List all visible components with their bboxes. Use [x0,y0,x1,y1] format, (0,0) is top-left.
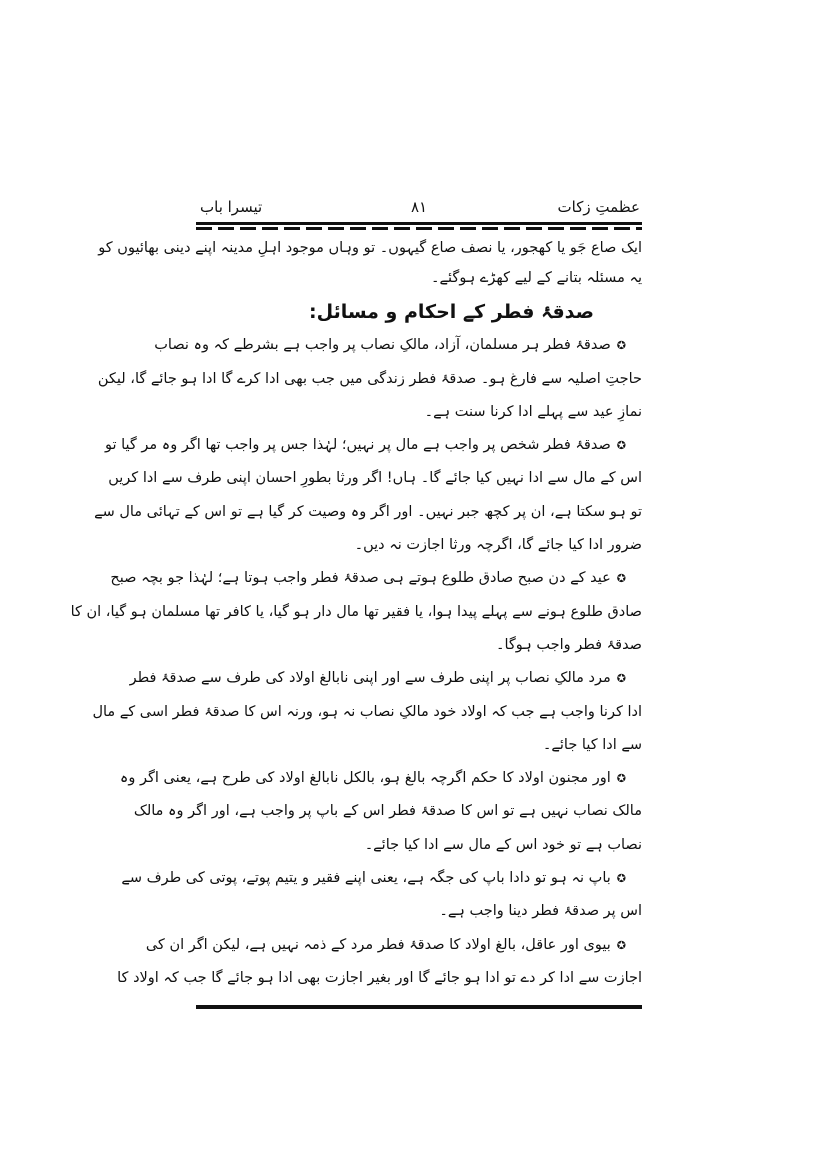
text-line [196,895,642,928]
line-text: باپ نہ ہو تو دادا باپ کی جگہ ہے، یعنی اپنے فقیر و یتیم پوتے، پوتی کی طرف سے [121,870,611,887]
line-text: بیوی اور عاقل، بالغ اولاد کا صدقۂ فطر مرد کے ذمہ نہیں ہے، لیکن اگر ان کی [145,936,611,953]
line-text: صدقۂ فطر شخص پر واجب ہے مال پر نہیں؛ لہٰذا جس پر واجب تھا اگر وہ مر گیا تو [104,437,611,454]
paragraph-first-line [121,862,642,895]
line-text: تو ہو سکتا ہے، ان پر کچھ جبر نہیں۔ اور اگر وہ وصیت کر گیا ہے تو اس کے تہائی مال سے [94,503,642,520]
book-title: عظمتِ زکات [557,198,640,216]
line-text: ادا کرنا واجب ہے جب کہ اولاد خود مالکِ نصاب نہ ہو، ورنہ اس کا صدقۂ فطر اسی کے مال [92,703,642,720]
bullet-icon: ✪ [616,572,626,586]
line-text: اور مجنون اولاد کا حکم اگرچہ بالغ ہو، بالکل نابالغ اولاد کی طرح ہے، یعنی اگر وہ [119,770,611,787]
paragraph-first-line [129,662,642,695]
line-text: مرد مالکِ نصاب پر اپنی طرف سے اور اپنی نابالغ اولاد کی طرف سے صدقۂ فطر [129,670,611,687]
header-dashed-rule [196,227,642,230]
text-line [196,396,642,429]
text-line [108,462,642,495]
line-text: اجازت سے ادا کر دے تو ادا ہو جائے گا اور بغیر اجازت بھی ادا ہو جائے گا جب کہ اولاد کا [117,969,642,986]
line-text: نمازِ عید سے پہلے ادا کرنا سنت ہے۔ [424,403,642,420]
paragraph-first-line [104,429,642,462]
header-rule [196,222,642,225]
footer-rule [196,1005,642,1009]
line-text: صدقۂ فطر واجب ہوگا۔ [495,636,642,653]
paragraph-first-line [154,329,642,362]
section-heading: صدقۂ فطر کے احکام و مسائل: [309,301,594,324]
paragraph-first-line [145,929,642,962]
text-line [97,363,642,396]
chapter-title: تیسرا باب [200,198,263,216]
bullet-icon: ✪ [616,772,626,786]
bullet-icon: ✪ [616,439,626,453]
bullet-icon: ✪ [616,938,626,952]
line-text: صادق طلوع ہونے سے پہلے پیدا ہوا، یا فقیر تھا مال دار ہو گیا، یا کافر تھا مسلمان ہو گیا، ان کا [70,603,642,620]
text-line: ایک صاع جَو یا کھجور، یا نصف صاع گیہوں۔ تو وہاں موجود اہلِ مدینہ اپنے دینی بھائیوں کو [98,240,642,256]
text-line [133,795,642,828]
line-text: صدقۂ فطر ہر مسلمان، آزاد، مالکِ نصاب پر واجب ہے بشرطے کہ وہ نصاب [154,337,611,354]
document-page [70,196,642,1009]
text-line [196,529,642,562]
line-text: اس پر صدقۂ فطر دینا واجب ہے۔ [439,903,642,920]
paragraph-first-line [119,762,642,795]
line-text: مالک نصاب نہیں ہے تو اس کا صدقۂ فطر اس کے باپ پر واجب ہے، اور اگر وہ مالک [133,803,642,820]
text-line [196,829,642,862]
text-line [196,629,642,662]
line-text: نصاب ہے تو خود اس کے مال سے ادا کیا جائے۔ [364,836,642,853]
bullet-icon: ✪ [616,872,626,886]
line-text: ضرور ادا کیا جائے گا، اگرچہ ورثا اجازت نہ دیں۔ [354,537,642,554]
paragraph-first-line [110,562,642,595]
page-body [70,234,642,995]
text-line: یہ مسئلہ بتانے کے لیے کھڑے ہوگئے۔ [431,270,642,286]
running-header [196,196,642,222]
page-number: ۸۱ [410,198,428,216]
text-line [196,729,642,762]
line-text: عید کے دن صبح صادق طلوع ہوتے ہی صدقۂ فطر واجب ہوتا ہے؛ لہٰذا جو بچہ صبح [110,570,611,587]
line-text: حاجتِ اصلیہ سے فارغ ہو۔ صدقۂ فطر زندگی میں جب بھی ادا کرے گا ادا ہو جائے گا، لیکن [97,370,642,387]
text-line [117,962,642,995]
text-line [94,496,642,529]
text-line [92,696,642,729]
line-text: سے ادا کیا جائے۔ [542,736,642,753]
bullet-icon: ✪ [616,339,626,353]
text-line [70,596,642,629]
bullet-icon: ✪ [616,672,626,686]
line-text: اس کے مال سے ادا نہیں کیا جائے گا۔ ہاں! اگر ورثا بطورِ احسان اپنی طرف سے ادا کریں [108,470,642,487]
